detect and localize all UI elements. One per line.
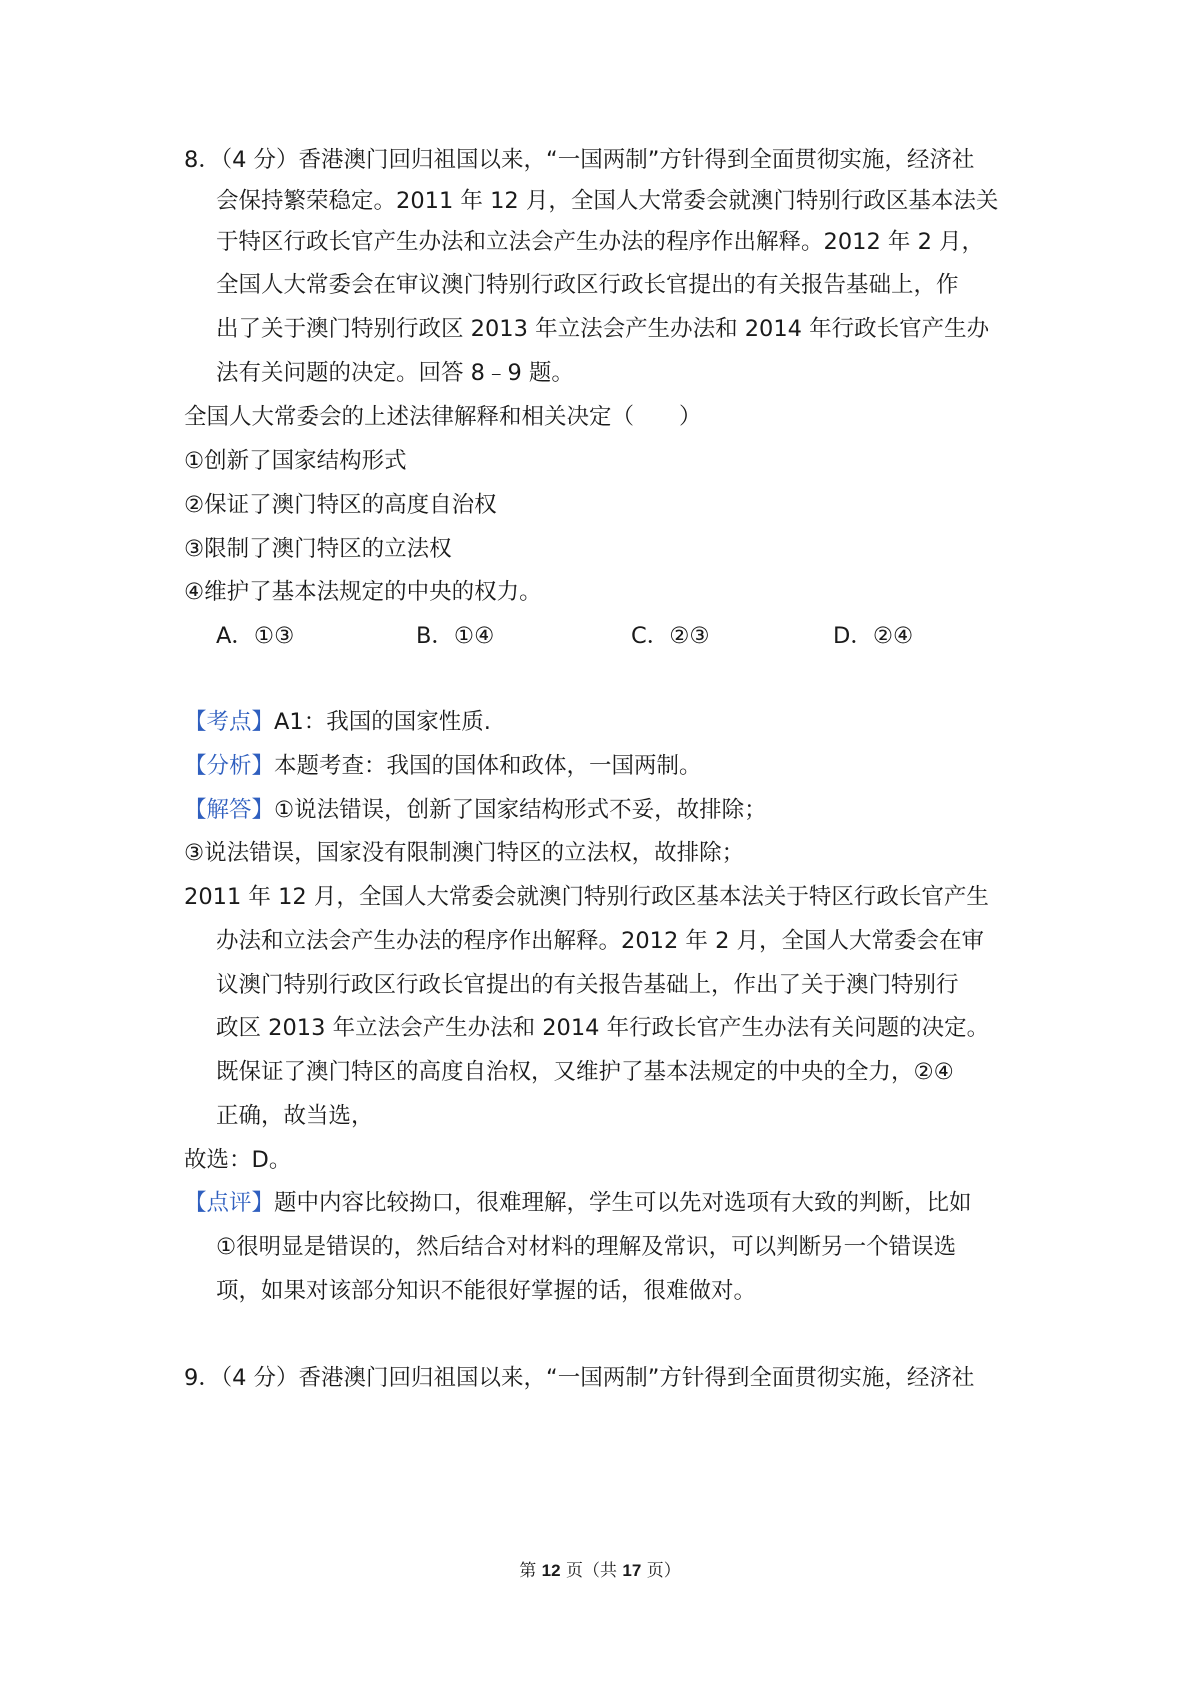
jieda-para-line-5: 既保证了澳门特区的高度自治权，又维护了基本法规定的中央的全力，②④ [216, 1059, 954, 1085]
dianping-line-3: 项，如果对该部分知识不能很好掌握的话，很难做对。 [216, 1278, 757, 1304]
fenxi-tag: 【分析】 [184, 753, 275, 779]
option-d: D．②④ [833, 623, 914, 649]
page-footer [0, 1559, 1200, 1583]
q9-line-1: 9．（4 分）香港澳门回归祖国以来，“一国两制”方针得到全面贯彻实施，经济社 [184, 1365, 975, 1391]
kaodian-text: A1：我国的国家性质. [274, 709, 491, 735]
option-b: B．①④ [416, 623, 495, 649]
fenxi-line [184, 751, 1034, 781]
q8-line-2: 会保持繁荣稳定。2011 年 12 月，全国人大常委会就澳门特别行政区基本法关 [216, 188, 999, 214]
kaodian-tag: 【考点】 [184, 709, 275, 735]
q8-line-4: 全国人大常委会在审议澳门特别行政区行政长官提出的有关报告基础上，作 [216, 272, 959, 298]
statement-3: ③限制了澳门特区的立法权 [184, 536, 452, 562]
jieda-line [184, 795, 1034, 825]
jieda-first-text: ①说法错误，创新了国家结构形式不妥，故排除； [274, 797, 767, 823]
statement-1: ①创新了国家结构形式 [184, 448, 407, 474]
jieda-para-line-3: 议澳门特别行政区行政长官提出的有关报告基础上，作出了关于澳门特别行 [216, 972, 959, 998]
footer-prefix: 第 [519, 1561, 542, 1581]
jieda-tag: 【解答】 [184, 797, 275, 823]
kaodian-line [184, 707, 1034, 737]
footer-total-pages: 17 [622, 1561, 642, 1580]
footer-page-number: 12 [541, 1561, 561, 1580]
q8-line-6: 法有关问题的决定。回答 8﹣9 题。 [216, 360, 574, 386]
statement-4: ④维护了基本法规定的中央的权力。 [184, 579, 542, 605]
q8-line-5: 出了关于澳门特别行政区 2013 年立法会产生办法和 2014 年行政长官产生办 [216, 316, 990, 342]
fenxi-text: 本题考查：我国的国体和政体，一国两制。 [274, 753, 702, 779]
answer-line: 故选：D。 [184, 1147, 292, 1173]
q8-line-3: 于特区行政长官产生办法和立法会产生办法的程序作出解释。2012 年 2 月， [216, 229, 985, 255]
dianping-first-text: 题中内容比较拗口，很难理解，学生可以先对选项有大致的判断，比如 [274, 1190, 972, 1216]
dianping-line-2: ①很明显是错误的，然后结合对材料的理解及常识，可以判断另一个错误选 [216, 1234, 957, 1260]
dianping-tag: 【点评】 [184, 1190, 275, 1216]
question-stem: 全国人大常委会的上述法律解释和相关决定（ ） [184, 404, 702, 430]
q8-line-1: 8．（4 分）香港澳门回归祖国以来，“一国两制”方针得到全面贯彻实施，经济社 [184, 147, 975, 173]
dianping-line [184, 1188, 1034, 1218]
jieda-para-line-1: 2011 年 12 月，全国人大常委会就澳门特别行政区基本法关于特区行政长官产生 [184, 884, 989, 910]
footer-middle: 页（共 [560, 1561, 623, 1581]
jieda-para-line-4: 政区 2013 年立法会产生办法和 2014 年行政长官产生办法有关问题的决定。 [216, 1015, 990, 1041]
jieda-para-line-2: 办法和立法会产生办法的程序作出解释。2012 年 2 月，全国人大常委会在审 [216, 928, 985, 954]
jieda-para-line-6: 正确，故当选， [216, 1103, 374, 1129]
jieda-second-line: ③说法错误，国家没有限制澳门特区的立法权，故排除； [184, 840, 745, 866]
footer-suffix: 页） [641, 1561, 681, 1581]
option-c: C．②③ [631, 623, 710, 649]
option-a: A．①③ [216, 623, 295, 649]
statement-2: ②保证了澳门特区的高度自治权 [184, 492, 497, 518]
